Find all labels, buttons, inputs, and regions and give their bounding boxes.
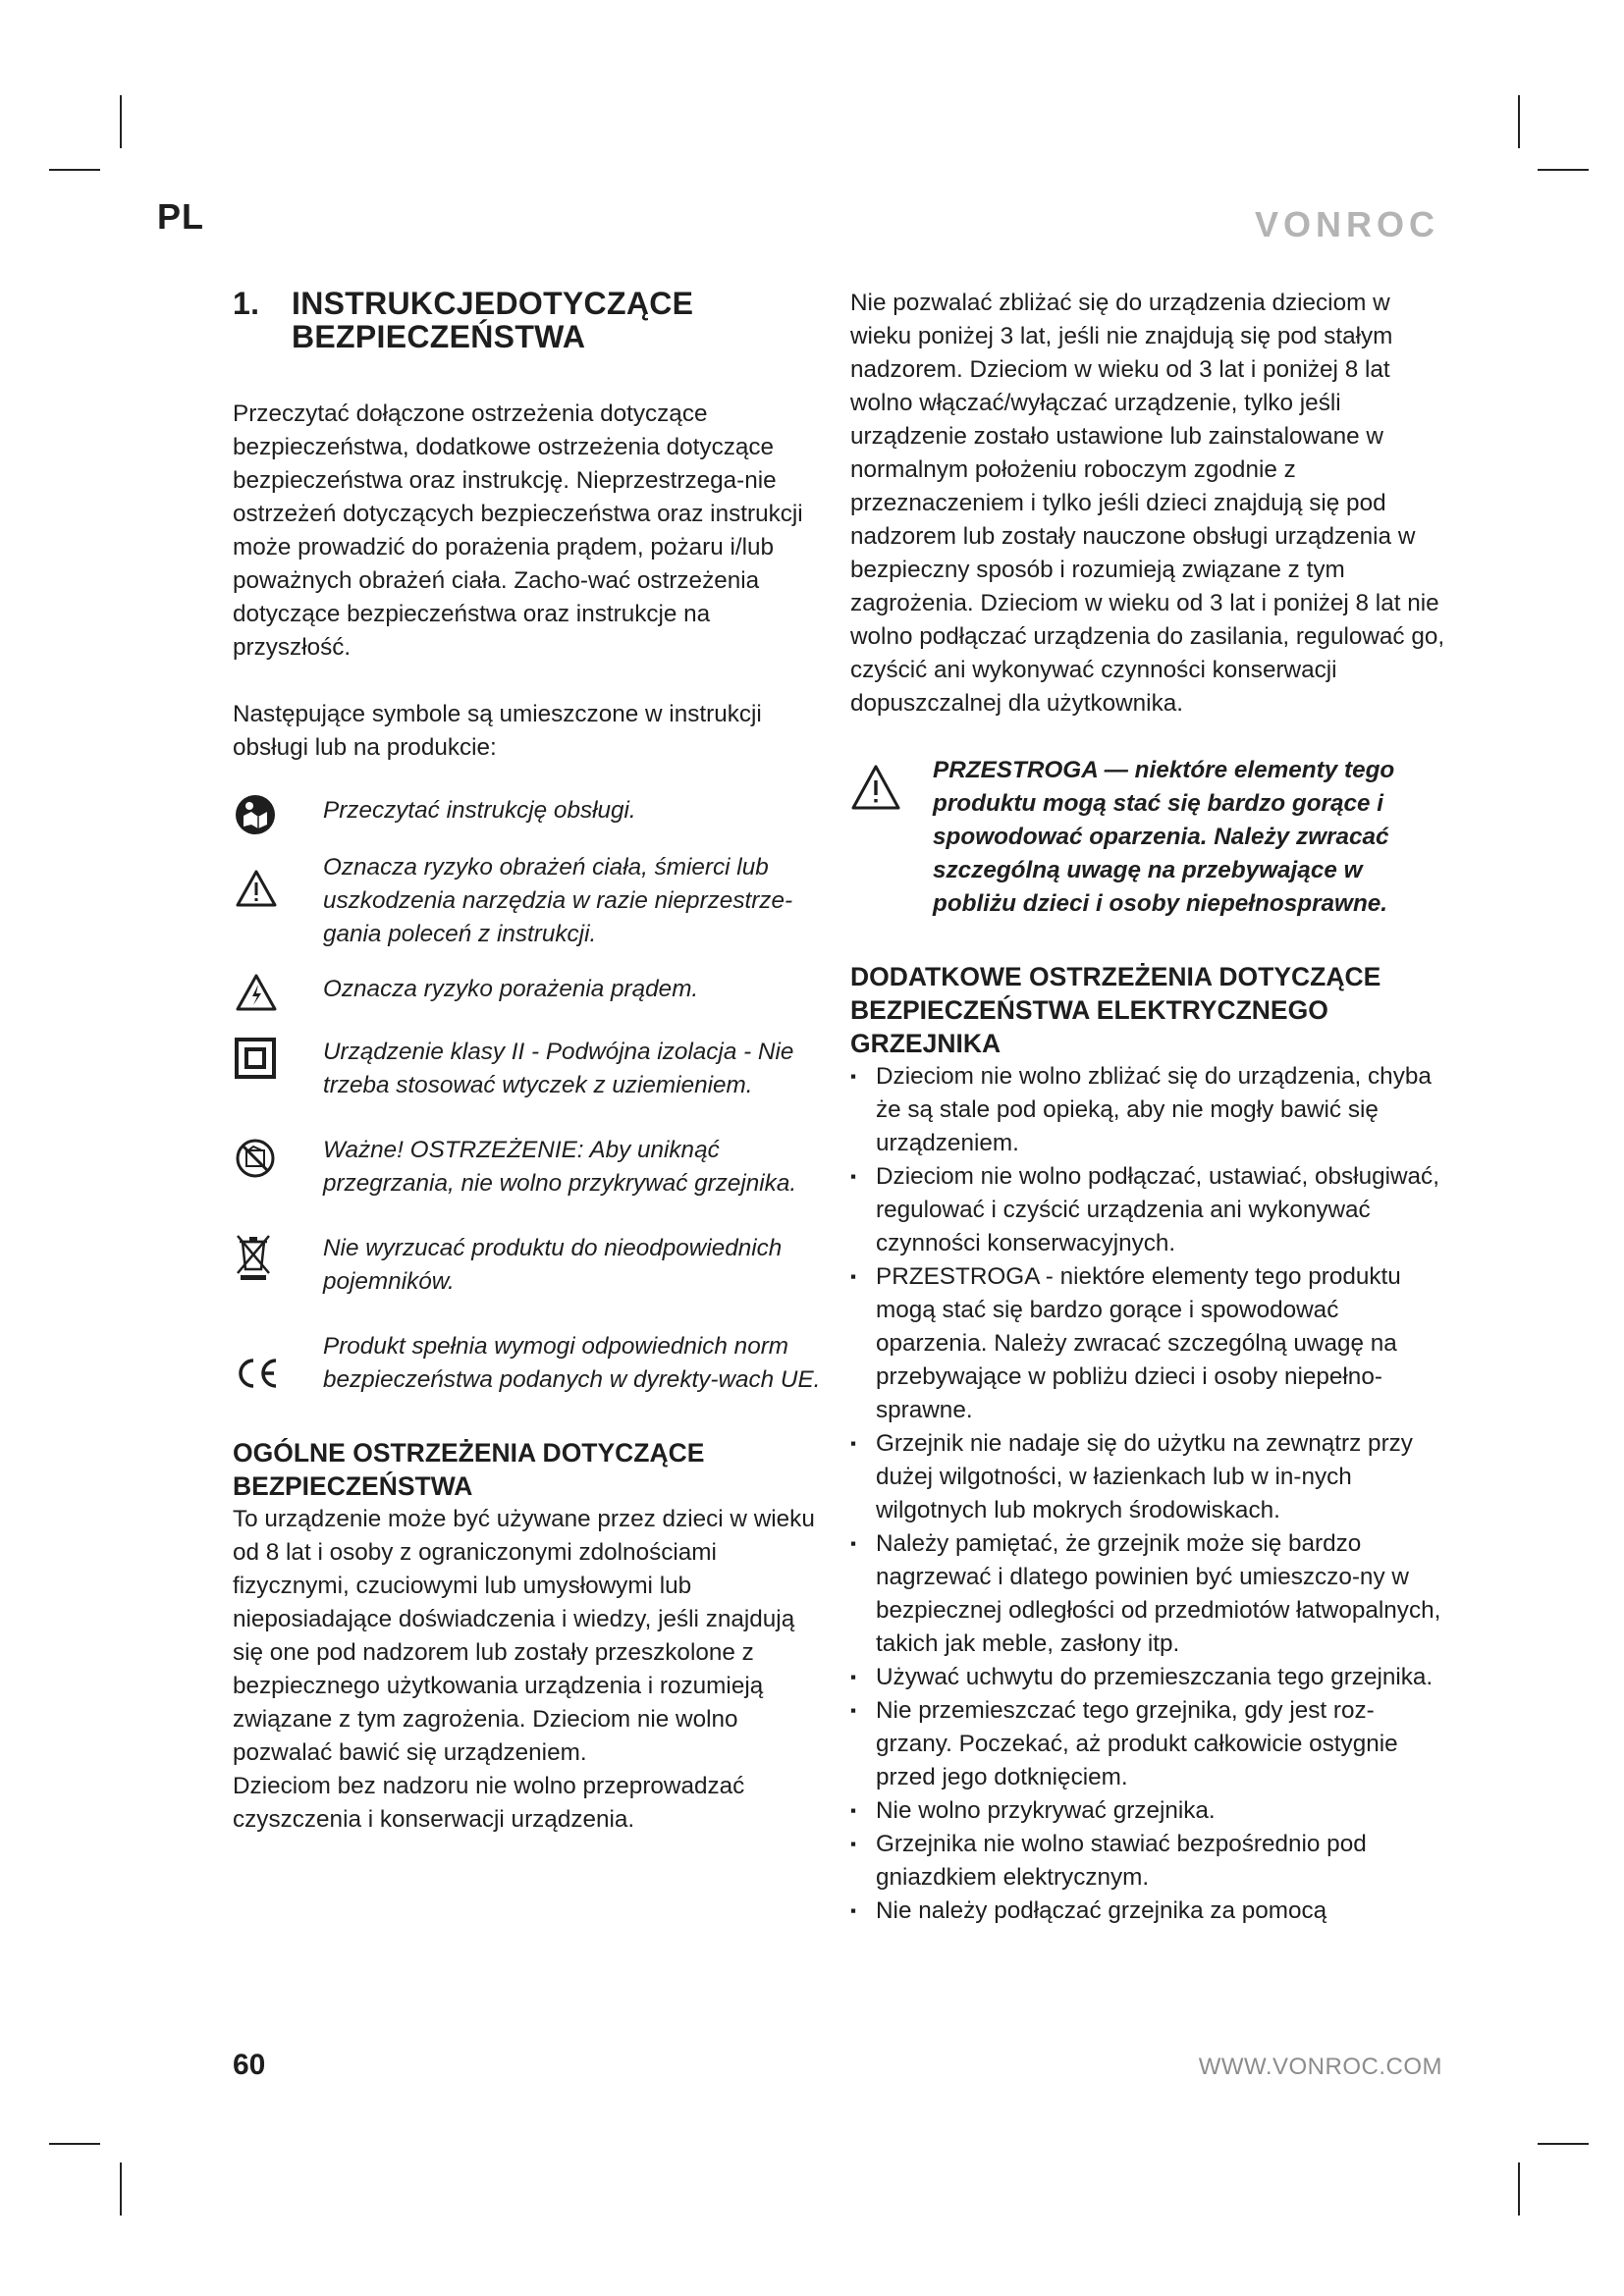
symbol-text: Produkt spełnia wymogi odpowiednich norm bezpieczeństwa podanych w dyrekty-wach UE. bbox=[323, 1333, 821, 1393]
symbol-row bbox=[233, 851, 822, 951]
caution-text: PRZESTROGA — niektóre elementy tego produktu mogą stać się bardzo gorące i spowodować oparzenia. Należy zwracać szczególną uwagę na przebywające w pobliżu dzieci i osoby niepełnosprawne. bbox=[933, 757, 1395, 917]
symbol-text: Przeczytać instrukcję obsługi. bbox=[323, 797, 636, 824]
list-item: ▪ Należy pamiętać, że grzejnik może się bardzo nagrzewać i dlatego powinien być umieszczo-ny w bezpiecznej odległości od przedmiotów łatwopalnych, takich jak meble, zasłony itp. bbox=[850, 1527, 1445, 1661]
crop-mark bbox=[120, 2163, 122, 2216]
symbol-row bbox=[233, 1036, 822, 1102]
section-heading bbox=[233, 287, 822, 353]
list-item: ▪ Grzejnik nie nadaje się do użytku na zewnątrz przy dużej wilgotności, w łazienkach lub w in-nych wilgotnych lub mokrych środowiskach. bbox=[850, 1427, 1445, 1527]
symbol-row bbox=[233, 973, 822, 1012]
website-link[interactable]: WWW.VONROC.COM bbox=[1198, 2054, 1442, 2080]
intro-paragraph: Przeczytać dołączone ostrzeżenia dotyczące bezpieczeństwa, dodatkowe ostrzeżenia dotyczące bezpieczeństwa oraz instrukcję. Nieprzestrzega-nie ostrzeżeń dotyczących bezpieczeństwa oraz instrukcji może prowadzić do porażenia prądem, pożaru i/lub poważnych obrażeń ciała. Zacho-wać ostrzeżenia dotyczące bezpieczeństwa oraz instrukcje na przyszłość. bbox=[233, 400, 803, 661]
language-label: PL bbox=[157, 196, 205, 237]
list-item: ▪ PRZESTROGA - niektóre elementy tego produktu mogą stać się bardzo gorące i spowodować oparzenia. Należy zwracać szczególną uwagę na przebywające w pobliżu dzieci i osoby niepełno-sprawne. bbox=[850, 1260, 1445, 1427]
crop-mark bbox=[49, 169, 100, 171]
symbol-row bbox=[233, 1134, 822, 1201]
general-warnings-paragraph-2: Dzieciom bez nadzoru nie wolno przeprowadzać czyszczenia i konserwacji urządzenia. bbox=[233, 1773, 745, 1833]
crop-mark bbox=[1538, 2143, 1589, 2145]
list-item: ▪ Dzieciom nie wolno zbliżać się do urządzenia, chyba że są stale pod opieką, aby nie mogły bawić się urządzeniem. bbox=[850, 1060, 1445, 1160]
additional-warnings-heading: DODATKOWE OSTRZEŻENIA DOTYCZĄCE BEZPIECZEŃSTWA ELEKTRYCZNEGO GRZEJNIKA bbox=[850, 962, 1381, 1058]
list-item: ▪ Używać uchwytu do przemieszczania tego grzejnika. bbox=[850, 1661, 1445, 1694]
right-column bbox=[850, 287, 1445, 1928]
list-item: ▪ Nie należy podłączać grzejnika za pomocą bbox=[850, 1895, 1445, 1928]
general-warnings-paragraph: To urządzenie może być używane przez dzieci w wieku od 8 lat i osoby z ograniczonymi zdolnościami fizycznymi, czuciowymi lub umysłowymi lub nieposiadające doświadczenia i wiedzy, jeśli znajdują się one pod nadzorem lub zostały przeszkolone z bezpiecznego użytkowania urządzenia i rozumieją związane z tym zagrożenia. Dzieciom nie wolno pozwalać bawić się urządzeniem. bbox=[233, 1506, 815, 1766]
electric-shock-icon bbox=[235, 973, 278, 1012]
symbol-text: Oznacza ryzyko obrażeń ciała, śmierci lub uszkodzenia narzędzia w razie nieprzestrze-gania poleceń z instrukcji. bbox=[323, 854, 793, 947]
children-paragraph: Nie pozwalać zbliżać się do urządzenia dzieciom w wieku poniżej 3 lat, jeśli nie znajdują się pod stałym nadzorem. Dzieciom w wieku od 3 lat i poniżej 8 lat wolno włączać/wyłączać urządzenie, tylko jeśli urządzenie zostało ustawione lub zainstalowane w normalnym położeniu roboczym zgodnie z przeznaczeniem i tylko jeśli dzieci znajdują się pod nadzorem lub zostały nauczone obsługi urządzenia w bezpieczny sposób i rozumieją związane z tym zagrożenia. Dzieciom w wieku od 3 lat i poniżej 8 lat nie wolno podłączać urządzenia do zasilania, regulować go, czyścić ani wykonywać czynności konserwacji dopuszczalnej dla użytkownika. bbox=[850, 290, 1445, 717]
section-number: 1. bbox=[233, 286, 260, 321]
left-column bbox=[233, 287, 822, 1837]
symbol-row bbox=[233, 1330, 822, 1397]
crop-mark bbox=[1518, 2163, 1520, 2216]
class-ii-insulation-icon bbox=[235, 1038, 276, 1079]
list-item: ▪ Nie przemieszczać tego grzejnika, gdy jest roz-grzany. Poczekać, aż produkt całkowicie ostygnie przed jego dotknięciem. bbox=[850, 1694, 1445, 1794]
warning-triangle-icon bbox=[850, 764, 901, 811]
symbol-text: Nie wyrzucać produktu do nieodpowiednich pojemników. bbox=[323, 1235, 783, 1295]
symbol-text: Ważne! OSTRZEŻENIE: Aby uniknąć przegrzania, nie wolno przykrywać grzejnika. bbox=[323, 1137, 797, 1197]
general-warnings-heading: OGÓLNE OSTRZEŻENIA DOTYCZĄCE BEZPIECZEŃSTWA bbox=[233, 1438, 705, 1501]
caution-box bbox=[850, 754, 1445, 921]
symbol-row bbox=[233, 794, 822, 835]
symbol-text: Urządzenie klasy II - Podwójna izolacja - Nie trzeba stosować wtyczek z uziemieniem. bbox=[323, 1039, 794, 1098]
section-title: INSTRUKCJEDOTYCZĄCE BEZPIECZEŃSTWA bbox=[292, 286, 694, 354]
crop-mark bbox=[120, 95, 122, 148]
crop-mark bbox=[1538, 169, 1589, 171]
page-number: 60 bbox=[233, 2049, 266, 2081]
warnings-list bbox=[850, 1060, 1445, 1928]
list-item: ▪ Grzejnika nie wolno stawiać bezpośrednio pod gniazdkiem elektrycznym. bbox=[850, 1828, 1445, 1895]
warning-triangle-icon bbox=[235, 869, 278, 908]
ce-mark-icon bbox=[235, 1356, 280, 1391]
list-item: ▪ Nie wolno przykrywać grzejnika. bbox=[850, 1794, 1445, 1828]
symbol-text: Oznacza ryzyko porażenia prądem. bbox=[323, 976, 699, 1002]
do-not-cover-icon bbox=[235, 1138, 276, 1179]
symbol-row bbox=[233, 1232, 822, 1299]
list-item: ▪ Dzieciom nie wolno podłączać, ustawiać, obsługiwać, regulować i czyścić urządzenia ani wykonywać czynności konserwacyjnych. bbox=[850, 1160, 1445, 1260]
brand-logo: VONROC bbox=[1254, 204, 1439, 244]
symbols-intro: Następujące symbole są umieszczone w instrukcji obsługi lub na produkcie: bbox=[233, 701, 762, 761]
crop-mark bbox=[49, 2143, 100, 2145]
read-manual-icon bbox=[235, 794, 276, 835]
weee-bin-icon bbox=[235, 1232, 272, 1281]
crop-mark bbox=[1518, 95, 1520, 148]
